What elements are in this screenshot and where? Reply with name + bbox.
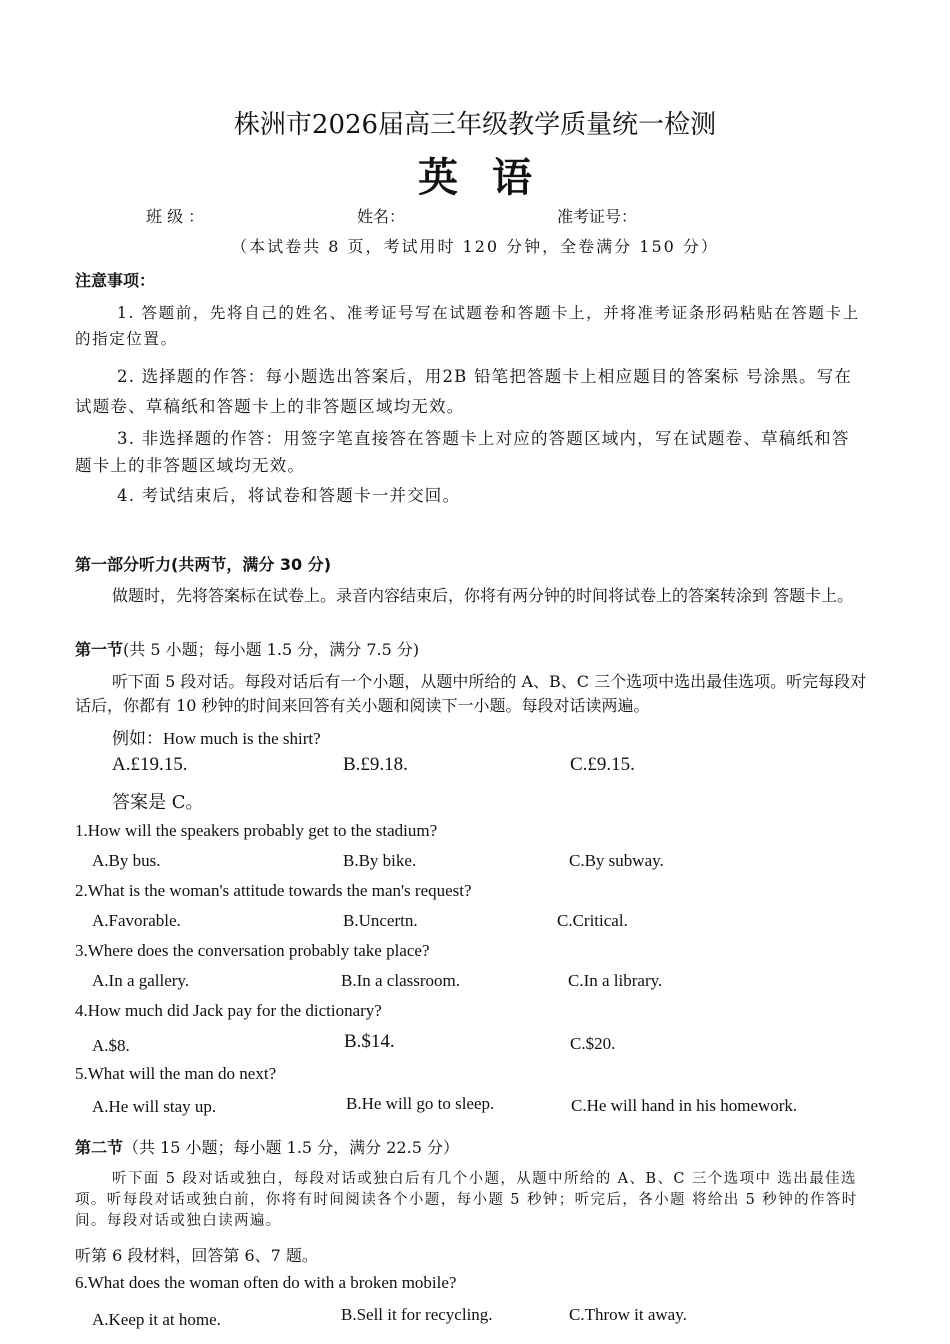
q4-option-b: B.$14. <box>344 1031 395 1052</box>
section1-intro: 听下面 5 段对话。每段对话后有一个小题，从题中所给的 A、B、C 三个选项中选出最佳选项。听完每段对话后，你都有 10 秒钟的时间来回答有关小题和阅读下一小题。每段对话读两遍。 <box>75 672 867 715</box>
notice-item-2: 2. 选择题的作答：每小题选出答案后，用2B 铅笔把答题卡上相应题目的答案标 号涂黑。写在试题卷、草稿纸和答题卡上的非答题区域均无效。 <box>75 367 853 416</box>
q1-option-a: A.By bus. <box>92 851 161 870</box>
exam-title: 株洲市2026届高三年级教学质量统一检测 <box>233 110 717 140</box>
q6-option-b: B.Sell it for recycling. <box>341 1305 493 1324</box>
example-answer: 答案是 C。 <box>112 792 204 813</box>
material-6: 听第 6 段材料，回答第 6、7 题。 <box>75 1246 318 1265</box>
example-option-c: C.£9.15. <box>570 754 635 775</box>
section2-intro: 听下面 5 段对话或独白，每段对话或独白后有几个小题，从题中所给的 A、B、C 三个选项中 选出最佳选项。听每段对话或独白前，你将有时间阅读各个小题，每小题 5 秒钟；听完后，各小题 将给出 5 秒钟的作答时间。每段对话或独白读两遍。 <box>75 1171 858 1229</box>
q1-option-b: B.By bike. <box>343 851 417 870</box>
question-5: 5.What will the man do next? <box>75 1064 277 1083</box>
notice-item-1: 1. 答题前，先将自己的姓名、准考证号写在试题卷和答题卡上，并将准考证条形码粘贴在答题卡上的指定位置。 <box>75 304 860 348</box>
notice-item-4: 4. 考试结束后，将试卷和答题卡一并交回。 <box>117 486 461 505</box>
section1-header <box>75 637 419 660</box>
notice-heading: 注意事项： <box>75 271 156 290</box>
subject-title: 英语 <box>418 154 566 201</box>
q3-option-c: C.In a library. <box>568 971 663 990</box>
section1-heading: 第一节 <box>75 640 124 659</box>
exam-info: （本试卷共 8 页，考试用时 120 分钟，全卷满分 150 分） <box>231 237 719 256</box>
q3-option-b: B.In a classroom. <box>341 971 460 990</box>
q6-option-a: A.Keep it at home. <box>92 1310 221 1329</box>
q2-option-b: B.Uncertn. <box>343 911 418 930</box>
section1-info: (共 5 小题；每小题 1.5 分，满分 7.5 分) <box>123 640 420 659</box>
example-option-b: B.£9.18. <box>343 754 408 775</box>
section2-header <box>75 1135 459 1158</box>
q5-option-b: B.He will go to sleep. <box>346 1094 495 1113</box>
section2-heading: 第二节 <box>75 1138 124 1157</box>
q3-option-a: A.In a gallery. <box>92 971 190 990</box>
example-option-a: A.£19.15. <box>112 754 188 775</box>
question-4: 4.How much did Jack pay for the dictionary? <box>75 1001 382 1020</box>
q5-option-c: C.He will hand in his homework. <box>571 1096 798 1115</box>
q1-option-c: C.By subway. <box>569 851 664 870</box>
q4-option-c: C.$20. <box>570 1034 616 1053</box>
q2-option-c: C.Critical. <box>557 911 628 930</box>
q2-option-a: A.Favorable. <box>92 911 181 930</box>
name-label: 姓名： <box>357 207 406 226</box>
section2-info: （共 15 小题；每小题 1.5 分，满分 22.5 分） <box>123 1138 459 1157</box>
part1-intro: 做题时，先将答案标在试卷上。录音内容结束后，你将有两分钟的时间将试卷上的答案转涂到 答题卡上。 <box>112 586 854 605</box>
example-question: 例如：How much is the shirt? <box>112 729 321 748</box>
q5-option-a: A.He will stay up. <box>92 1097 217 1116</box>
notice-item-3: 3. 非选择题的作答：用签字笔直接答在答题卡上对应的答题区域内，写在试题卷、草稿纸和答题卡上的非答题区域均无效。 <box>75 429 850 475</box>
question-1: 1.How will the speakers probably get to the stadium? <box>75 821 438 840</box>
q6-option-c: C.Throw it away. <box>569 1305 687 1324</box>
class-label: 班 级 ： <box>146 207 205 226</box>
question-6: 6.What does the woman often do with a broken mobile? <box>75 1273 457 1292</box>
q4-option-a: A.$8. <box>92 1036 130 1055</box>
id-label: 准考证号： <box>557 207 638 226</box>
part1-heading: 第一部分听力(共两节，满分 30 分) <box>75 555 332 574</box>
question-2: 2.What is the woman's attitude towards the man's request? <box>75 881 472 900</box>
question-3: 3.Where does the conversation probably take place? <box>75 941 430 960</box>
